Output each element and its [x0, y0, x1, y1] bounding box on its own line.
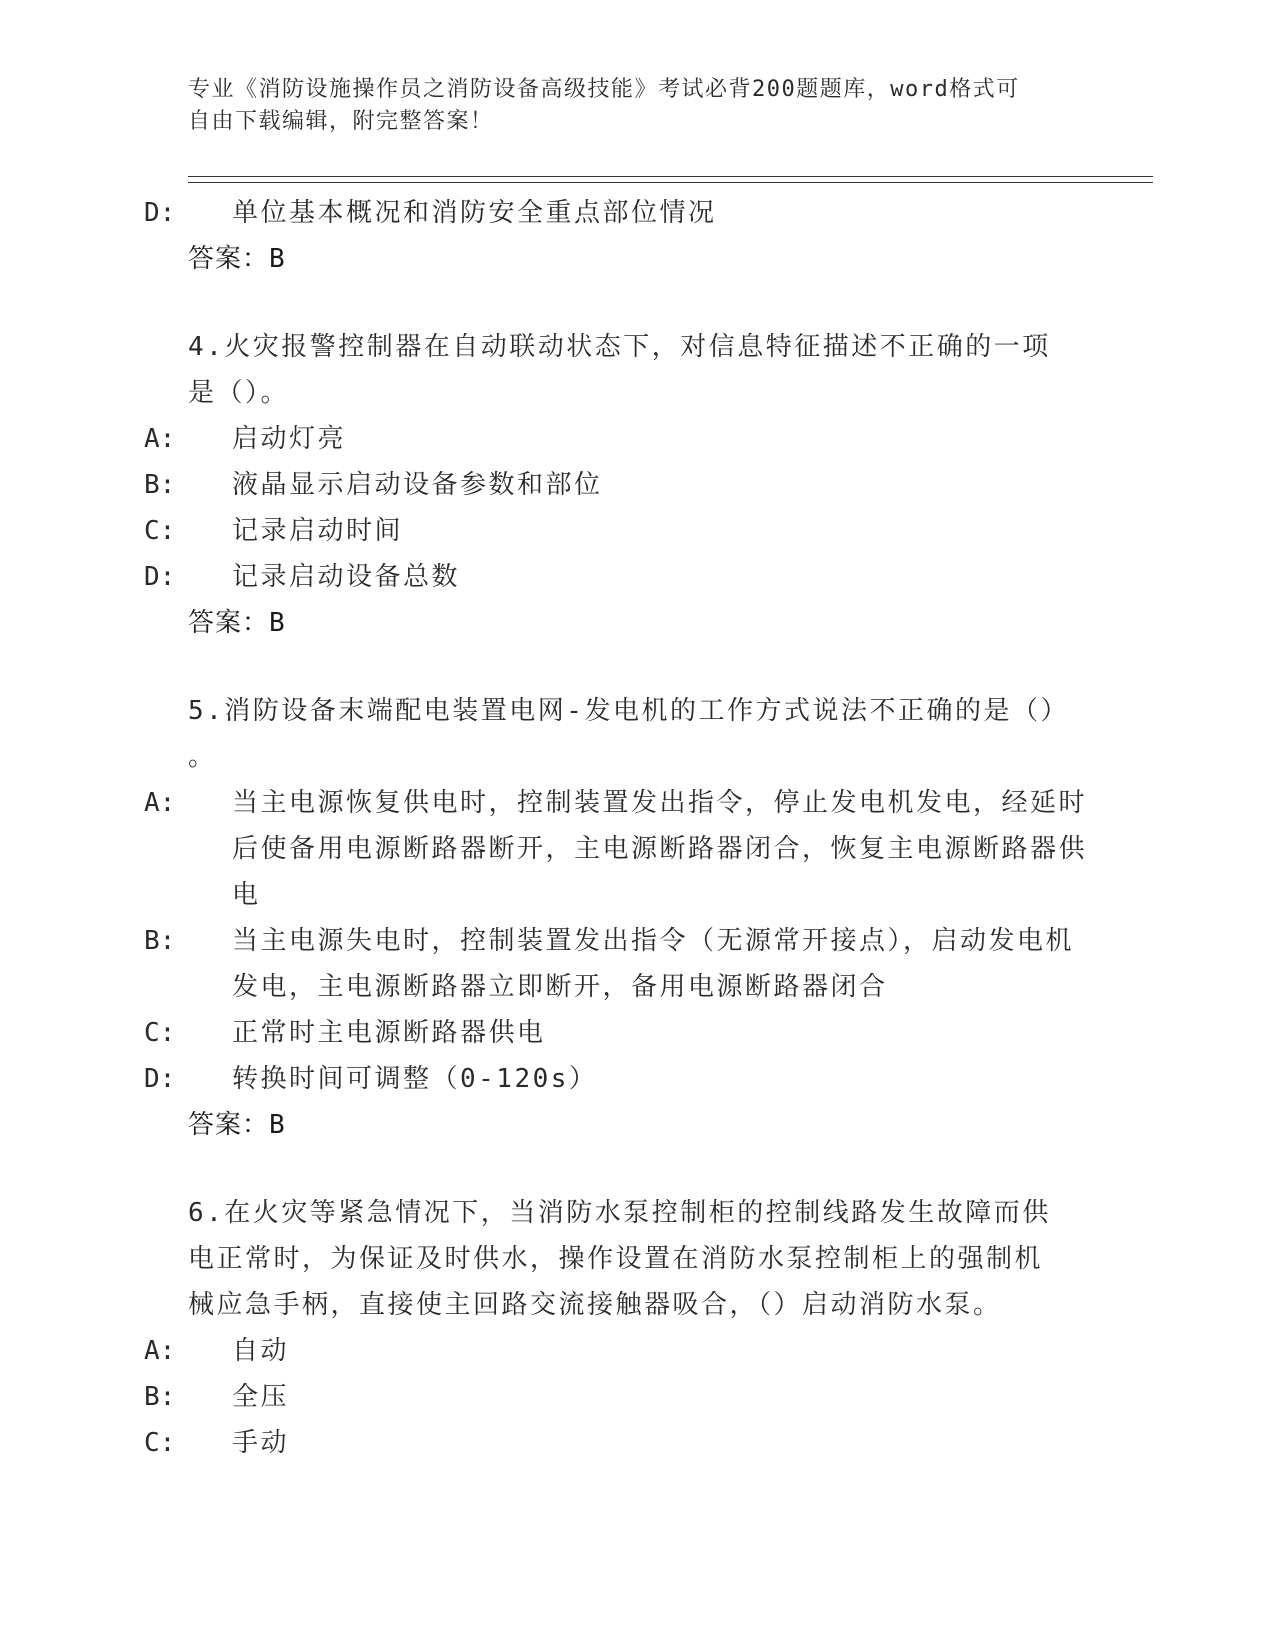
header-line-2: 自由下载编辑，附完整答案！	[188, 109, 494, 134]
question-5-option-b	[144, 918, 1088, 1010]
option-d-prev	[144, 190, 1088, 236]
question-4-stem-line-1: 4.火灾报警控制器在自动联动状态下，对信息特征描述不正确的一项	[188, 332, 1051, 362]
option-label: B:	[144, 926, 176, 956]
question-6-stem-line-1: 6.在火灾等紧急情况下，当消防水泵控制柜的控制线路发生故障而供	[188, 1198, 1051, 1228]
question-5-option-a	[144, 780, 1088, 918]
option-label: C:	[144, 1018, 176, 1048]
header-divider-bottom	[188, 182, 1153, 183]
question-4-option-c	[144, 508, 1088, 554]
question-6-stem-line-2: 电正常时，为保证及时供水，操作设置在消防水泵控制柜上的强制机	[188, 1244, 1044, 1274]
option-label: A:	[144, 1336, 176, 1366]
question-6-option-b	[144, 1374, 1088, 1420]
document-header	[188, 74, 1068, 138]
header-line-1: 专业《消防设施操作员之消防设备高级技能》考试必背200题题库，word格式可	[188, 77, 1020, 102]
question-4-answer: 答案：B	[188, 608, 286, 638]
option-text: 当主电源恢复供电时，控制装置发出指令，停止发电机发电，经延时后使备用电源断路器断开，主电源断路器闭合，恢复主电源断路器供电	[232, 788, 1088, 910]
option-label: A:	[144, 788, 176, 818]
option-label: C:	[144, 516, 176, 546]
header-divider-top	[188, 176, 1153, 177]
question-4-option-d	[144, 554, 1088, 600]
question-5-stem-line-2: 。	[188, 742, 217, 772]
option-label: B:	[144, 1382, 176, 1412]
option-label: D:	[144, 198, 176, 228]
option-text: 正常时主电源断路器供电	[232, 1018, 546, 1048]
option-text: 自动	[232, 1336, 290, 1366]
option-text: 记录启动时间	[232, 516, 404, 546]
answer-prev: 答案：B	[188, 244, 286, 274]
option-text: 记录启动设备总数	[232, 562, 461, 592]
option-text: 启动灯亮	[232, 424, 347, 454]
question-5-option-d	[144, 1056, 1088, 1102]
question-5-stem-line-1: 5.消防设备末端配电装置电网-发电机的工作方式说法不正确的是（）	[188, 696, 1069, 726]
option-label: D:	[144, 1064, 176, 1094]
question-5-option-c	[144, 1010, 1088, 1056]
option-text: 液晶显示启动设备参数和部位	[232, 470, 603, 500]
question-6-option-a	[144, 1328, 1088, 1374]
option-label: C:	[144, 1428, 176, 1458]
question-4-stem	[188, 324, 1088, 416]
question-5-stem	[188, 688, 1088, 780]
question-6-stem	[188, 1190, 1088, 1328]
option-label: A:	[144, 424, 176, 454]
question-6-option-c	[144, 1420, 1088, 1466]
option-label: D:	[144, 562, 176, 592]
option-text: 手动	[232, 1428, 290, 1458]
question-4-option-a	[144, 416, 1088, 462]
option-text: 单位基本概况和消防安全重点部位情况	[232, 198, 717, 228]
option-text: 转换时间可调整（0-120s）	[232, 1064, 598, 1094]
question-6-stem-line-3: 械应急手柄，直接使主回路交流接触器吸合，（）启动消防水泵。	[188, 1290, 1002, 1320]
option-label: B:	[144, 470, 176, 500]
option-text: 当主电源失电时，控制装置发出指令（无源常开接点），启动发电机发电，主电源断路器立即断开，备用电源断路器闭合	[232, 926, 1075, 1002]
question-content	[144, 190, 1088, 1466]
question-5-answer: 答案：B	[188, 1110, 286, 1140]
option-text: 全压	[232, 1382, 290, 1412]
question-4-stem-line-2: 是（）。	[188, 378, 290, 408]
question-4-option-b	[144, 462, 1088, 508]
